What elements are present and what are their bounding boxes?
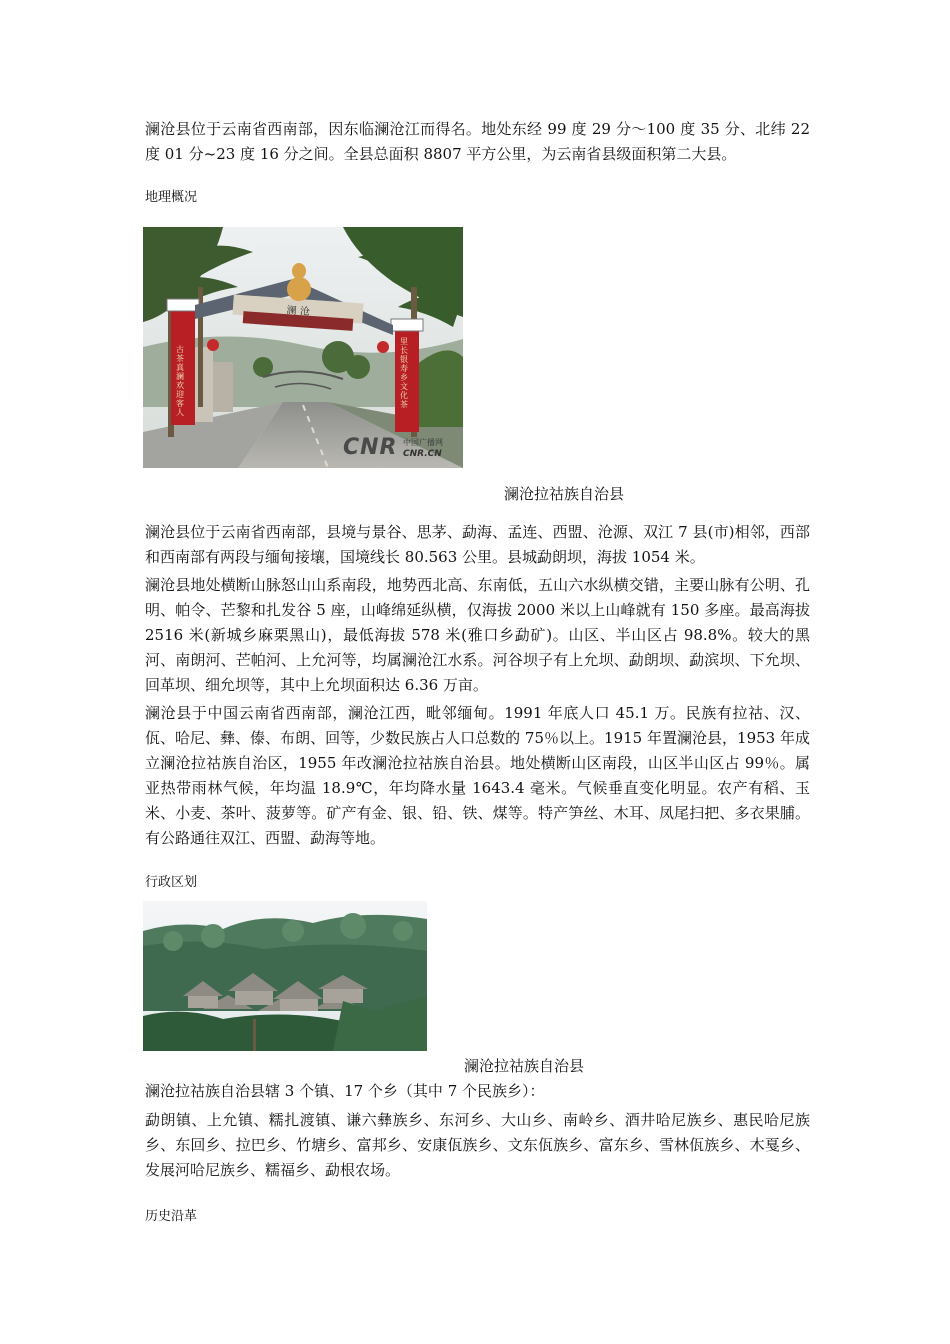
watermark-logo: CNR [343, 435, 398, 460]
geo-paragraph-3: 澜沧县于中国云南省西南部，澜沧江西，毗邻缅甸。1991 年底人口 45.1 万。民族有拉祜、汉、佤、哈尼、彝、傣、布朗、回等，少数民族占人口总数的 75％以上。1915 年置澜沧县，1953 年成立澜沧拉祜族自治区，1955 年改澜沧拉祜族自治县。地处横断山区南段，山区半山区占 99％。属亚热带雨林气候，年均温 18.9℃，年均降水量 1643.4 毫米。气候垂直变化明显。农产有稻、玉米、小麦、茶叶、菠萝等。矿产有金、银、铅、铁、煤等。特产笋丝、木耳、凤尾扫把、多衣果脯。有公路通往双江、西盟、勐海等地。 [145, 704, 810, 847]
watermark-cn: 中国广播网 [403, 438, 443, 447]
section-heading-history: 历史沿革 [145, 1209, 198, 1224]
geo-paragraph-1: 澜沧县位于云南省西南部，县境与景谷、思茅、勐海、孟连、西盟、沧源、双江 7 县(市)相邻，西部和西南部有两段与缅甸接壤，国境线长 80.563 公里。县城勐朗坝，海拔 1054 米。 [145, 523, 810, 566]
gateway-arch-photo [143, 227, 463, 468]
photo2-caption: 澜沧拉祜族自治县 [464, 1057, 585, 1075]
admin-township-list: 勐朗镇、上允镇、糯扎渡镇、谦六彝族乡、东河乡、大山乡、南岭乡、酒井哈尼族乡、惠民哈尼族乡、东回乡、拉巴乡、竹塘乡、富邦乡、安康佤族乡、文东佤族乡、富东乡、雪林佤族乡、木戛乡、发展河哈尼族乡、糯福乡、勐根农场。 [145, 1111, 810, 1179]
arch-sign-text: 澜 沧 [286, 305, 311, 318]
section-heading-admin: 行政区划 [145, 875, 198, 890]
admin-intro: 澜沧拉祜族自治县辖 3 个镇、17 个乡（其中 7 个民族乡）： [145, 1082, 545, 1100]
village-photo [143, 901, 427, 1051]
left-banner-text: 古茶真澜欢迎客人 [176, 345, 184, 417]
watermark-url: CNR.CN [403, 449, 442, 459]
photo1-caption: 澜沧拉祜族自治县 [504, 485, 625, 503]
geo-paragraph-2: 澜沧县地处横断山脉怒山山系南段，地势西北高、东南低，五山六水纵横交错，主要山脉有公明、孔明、帕令、芒黎和扎发谷 5 座，山峰绵延纵横，仅海拔 2000 米以上山峰就有 150 多座。最高海拔 2516 米(新城乡麻栗黑山)，最低海拔 578 米(雅口乡勐矿)。山区、半山区占 98.8%。较大的黑河、南朗河、芒帕河、上允河等，均属澜沧江水系。河谷坝子有上允坝、勐朗坝、勐滨坝、下允坝、回革坝、细允坝等，其中上允坝面积达 6.36 万亩。 [145, 576, 810, 694]
intro-paragraph: 澜沧县位于云南省西南部，因东临澜沧江而得名。地处东经 99 度 29 分～100 度 35 分、北纬 22 度 01 分~23 度 16 分之间。全县总面积 8807 平方公里，为云南省县级面积第二大县。 [145, 120, 810, 163]
section-heading-geography: 地理概况 [145, 190, 198, 205]
right-banner-text: 里长银寿乡文化茶 [400, 337, 408, 409]
cnr-watermark [343, 435, 459, 463]
geography-paragraphs [145, 520, 810, 851]
